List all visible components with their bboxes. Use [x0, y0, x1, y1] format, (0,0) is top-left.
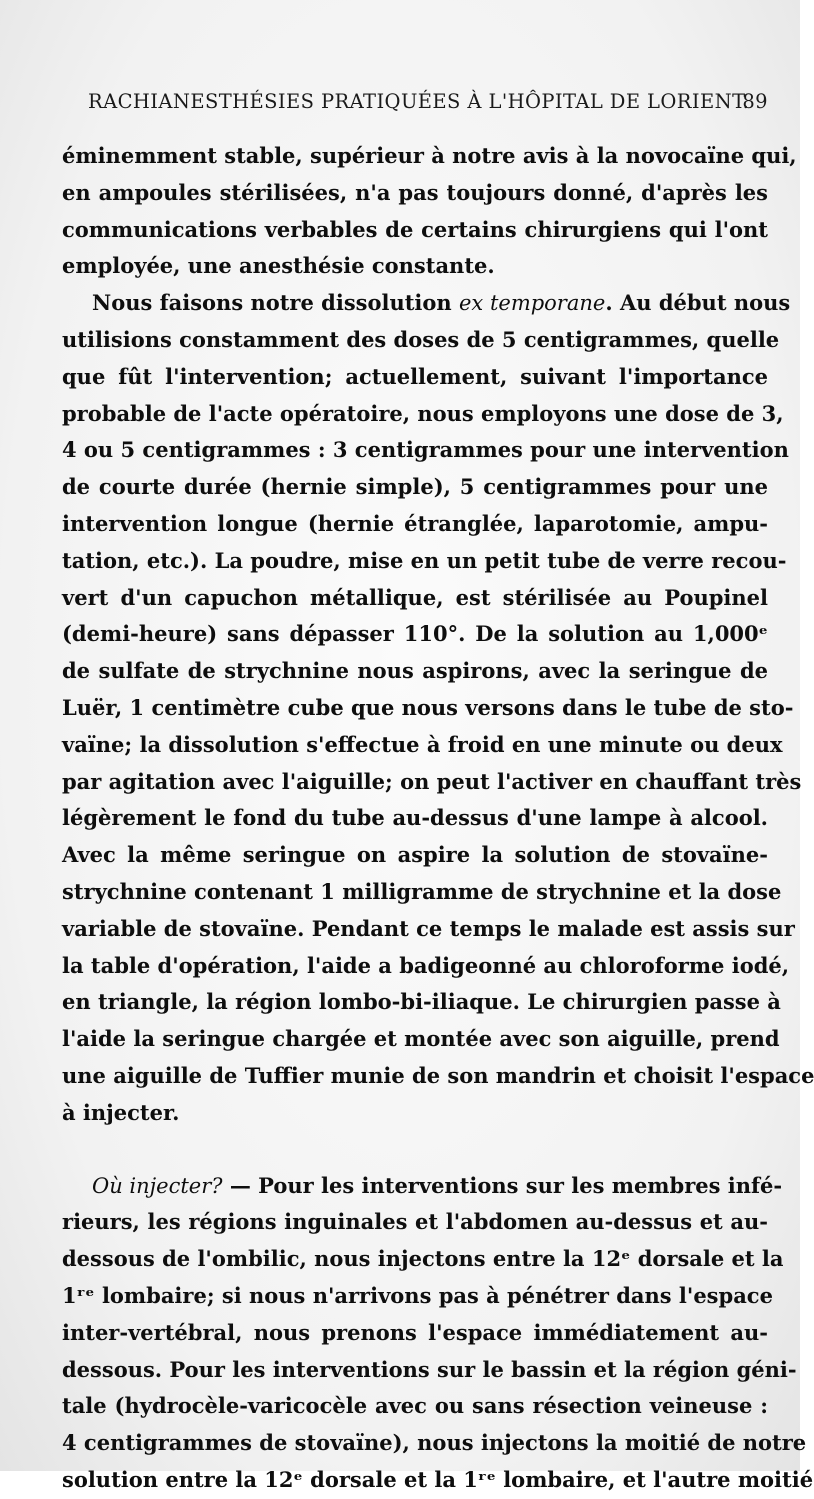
text-line: Luër, 1 centimètre cube que nous versons dans le tube de sto-	[62, 694, 794, 720]
text-line: Avec la même seringue on aspire la solution de stovaïne-	[62, 842, 768, 868]
text-line: par agitation avec l'aiguille; on peut l'activer en chauffant très	[62, 768, 802, 794]
paragraph-3	[62, 1168, 814, 1499]
text-line: une aiguille de Tuffier munie de son mandrin et choisit l'espace	[62, 1062, 814, 1088]
text-fragment: Nous faisons notre dissolution	[92, 290, 459, 316]
text-line: (demi-heure) sans dépasser 110°. De la solution au 1,000ᵉ	[62, 621, 768, 647]
text-line: de sulfate de strychnine nous aspirons, avec la seringue de	[62, 658, 768, 684]
text-line: dessous de l'ombilic, nous injectons entre la 12ᵉ dorsale et la	[62, 1246, 784, 1272]
latin-phrase: ex temporane	[459, 291, 606, 316]
text-line: tation, etc.). La poudre, mise en un petit tube de verre recou-	[62, 547, 787, 573]
text-line	[62, 285, 791, 322]
running-title: RACHIANESTHÉSIES PRATIQUÉES À L'HÔPITAL DE LORIENT.	[88, 90, 750, 113]
text-line: l'aide la seringue chargée et montée avec son aiguille, prend	[62, 1026, 780, 1052]
text-line: employée, une anesthésie constante.	[62, 253, 495, 279]
text-line: 4 ou 5 centigrammes : 3 centigrammes pour une intervention	[62, 437, 789, 463]
text-line: communications verbables de certains chirurgiens qui l'ont	[62, 216, 768, 242]
text-line: vert d'un capuchon métallique, est stérilisée au Poupinel	[62, 584, 768, 610]
page-number: 89	[742, 90, 768, 113]
text-line: tale (hydrocèle-varicocèle avec ou sans résection veineuse :	[62, 1393, 768, 1419]
text-line: vaïne; la dissolution s'effectue à froid en une minute ou deux	[62, 731, 783, 757]
text-line: la table d'opération, l'aide a badigeonné au chloroforme iodé,	[62, 952, 790, 978]
text-line: légèrement le fond du tube au-dessus d'une lampe à alcool.	[62, 805, 768, 831]
text-line: 1ʳᵉ lombaire; si nous n'arrivons pas à pénétrer dans l'espace	[62, 1282, 773, 1308]
body-text	[62, 138, 814, 1499]
text-line: que fût l'intervention; actuellement, suivant l'importance	[62, 363, 768, 389]
running-head	[88, 90, 768, 126]
text-line: rieurs, les régions inguinales et l'abdomen au-dessus et au-	[62, 1209, 768, 1235]
text-line: dessous. Pour les interventions sur le bassin et la région géni-	[62, 1356, 797, 1382]
text-line: solution entre la 12ᵉ dorsale et la 1ʳᵉ lombaire, et l'autre moitié	[62, 1466, 814, 1492]
text-line: variable de stovaïne. Pendant ce temps le malade est assis sur	[62, 915, 795, 941]
text-line: de courte durée (hernie simple), 5 centigrammes pour une	[62, 474, 768, 500]
paragraph-1	[62, 138, 797, 285]
paragraph-gap	[62, 1132, 768, 1168]
text-line: 4 centigrammes de stovaïne), nous injectons la moitié de notre	[62, 1430, 807, 1456]
text-line	[62, 1168, 783, 1205]
text-line: intervention longue (hernie étranglée, laparotomie, ampu-	[62, 510, 768, 536]
section-question: Où injecter?	[92, 1173, 223, 1198]
text-line: en ampoules stérilisées, n'a pas toujours donné, d'après les	[62, 179, 768, 205]
text-line: éminemment stable, supérieur à notre avis à la novocaïne qui,	[62, 143, 797, 168]
text-line: en triangle, la région lombo-bi-iliaque. Le chirurgien passe à	[62, 989, 781, 1015]
text-line: inter-vertébral, nous prenons l'espace immédiatement au-	[62, 1319, 768, 1345]
text-line: utilisions constamment des doses de 5 centigrammes, quelle	[62, 326, 780, 352]
text-fragment: . Au début nous	[605, 290, 791, 316]
text-fragment: — Pour les interventions sur les membres infé-	[222, 1172, 783, 1198]
paragraph-2	[62, 285, 814, 1131]
text-line: strychnine contenant 1 milligramme de strychnine et la dose	[62, 878, 782, 904]
text-line: à injecter.	[62, 1099, 180, 1125]
text-line: probable de l'acte opératoire, nous employons une dose de 3,	[62, 400, 784, 426]
